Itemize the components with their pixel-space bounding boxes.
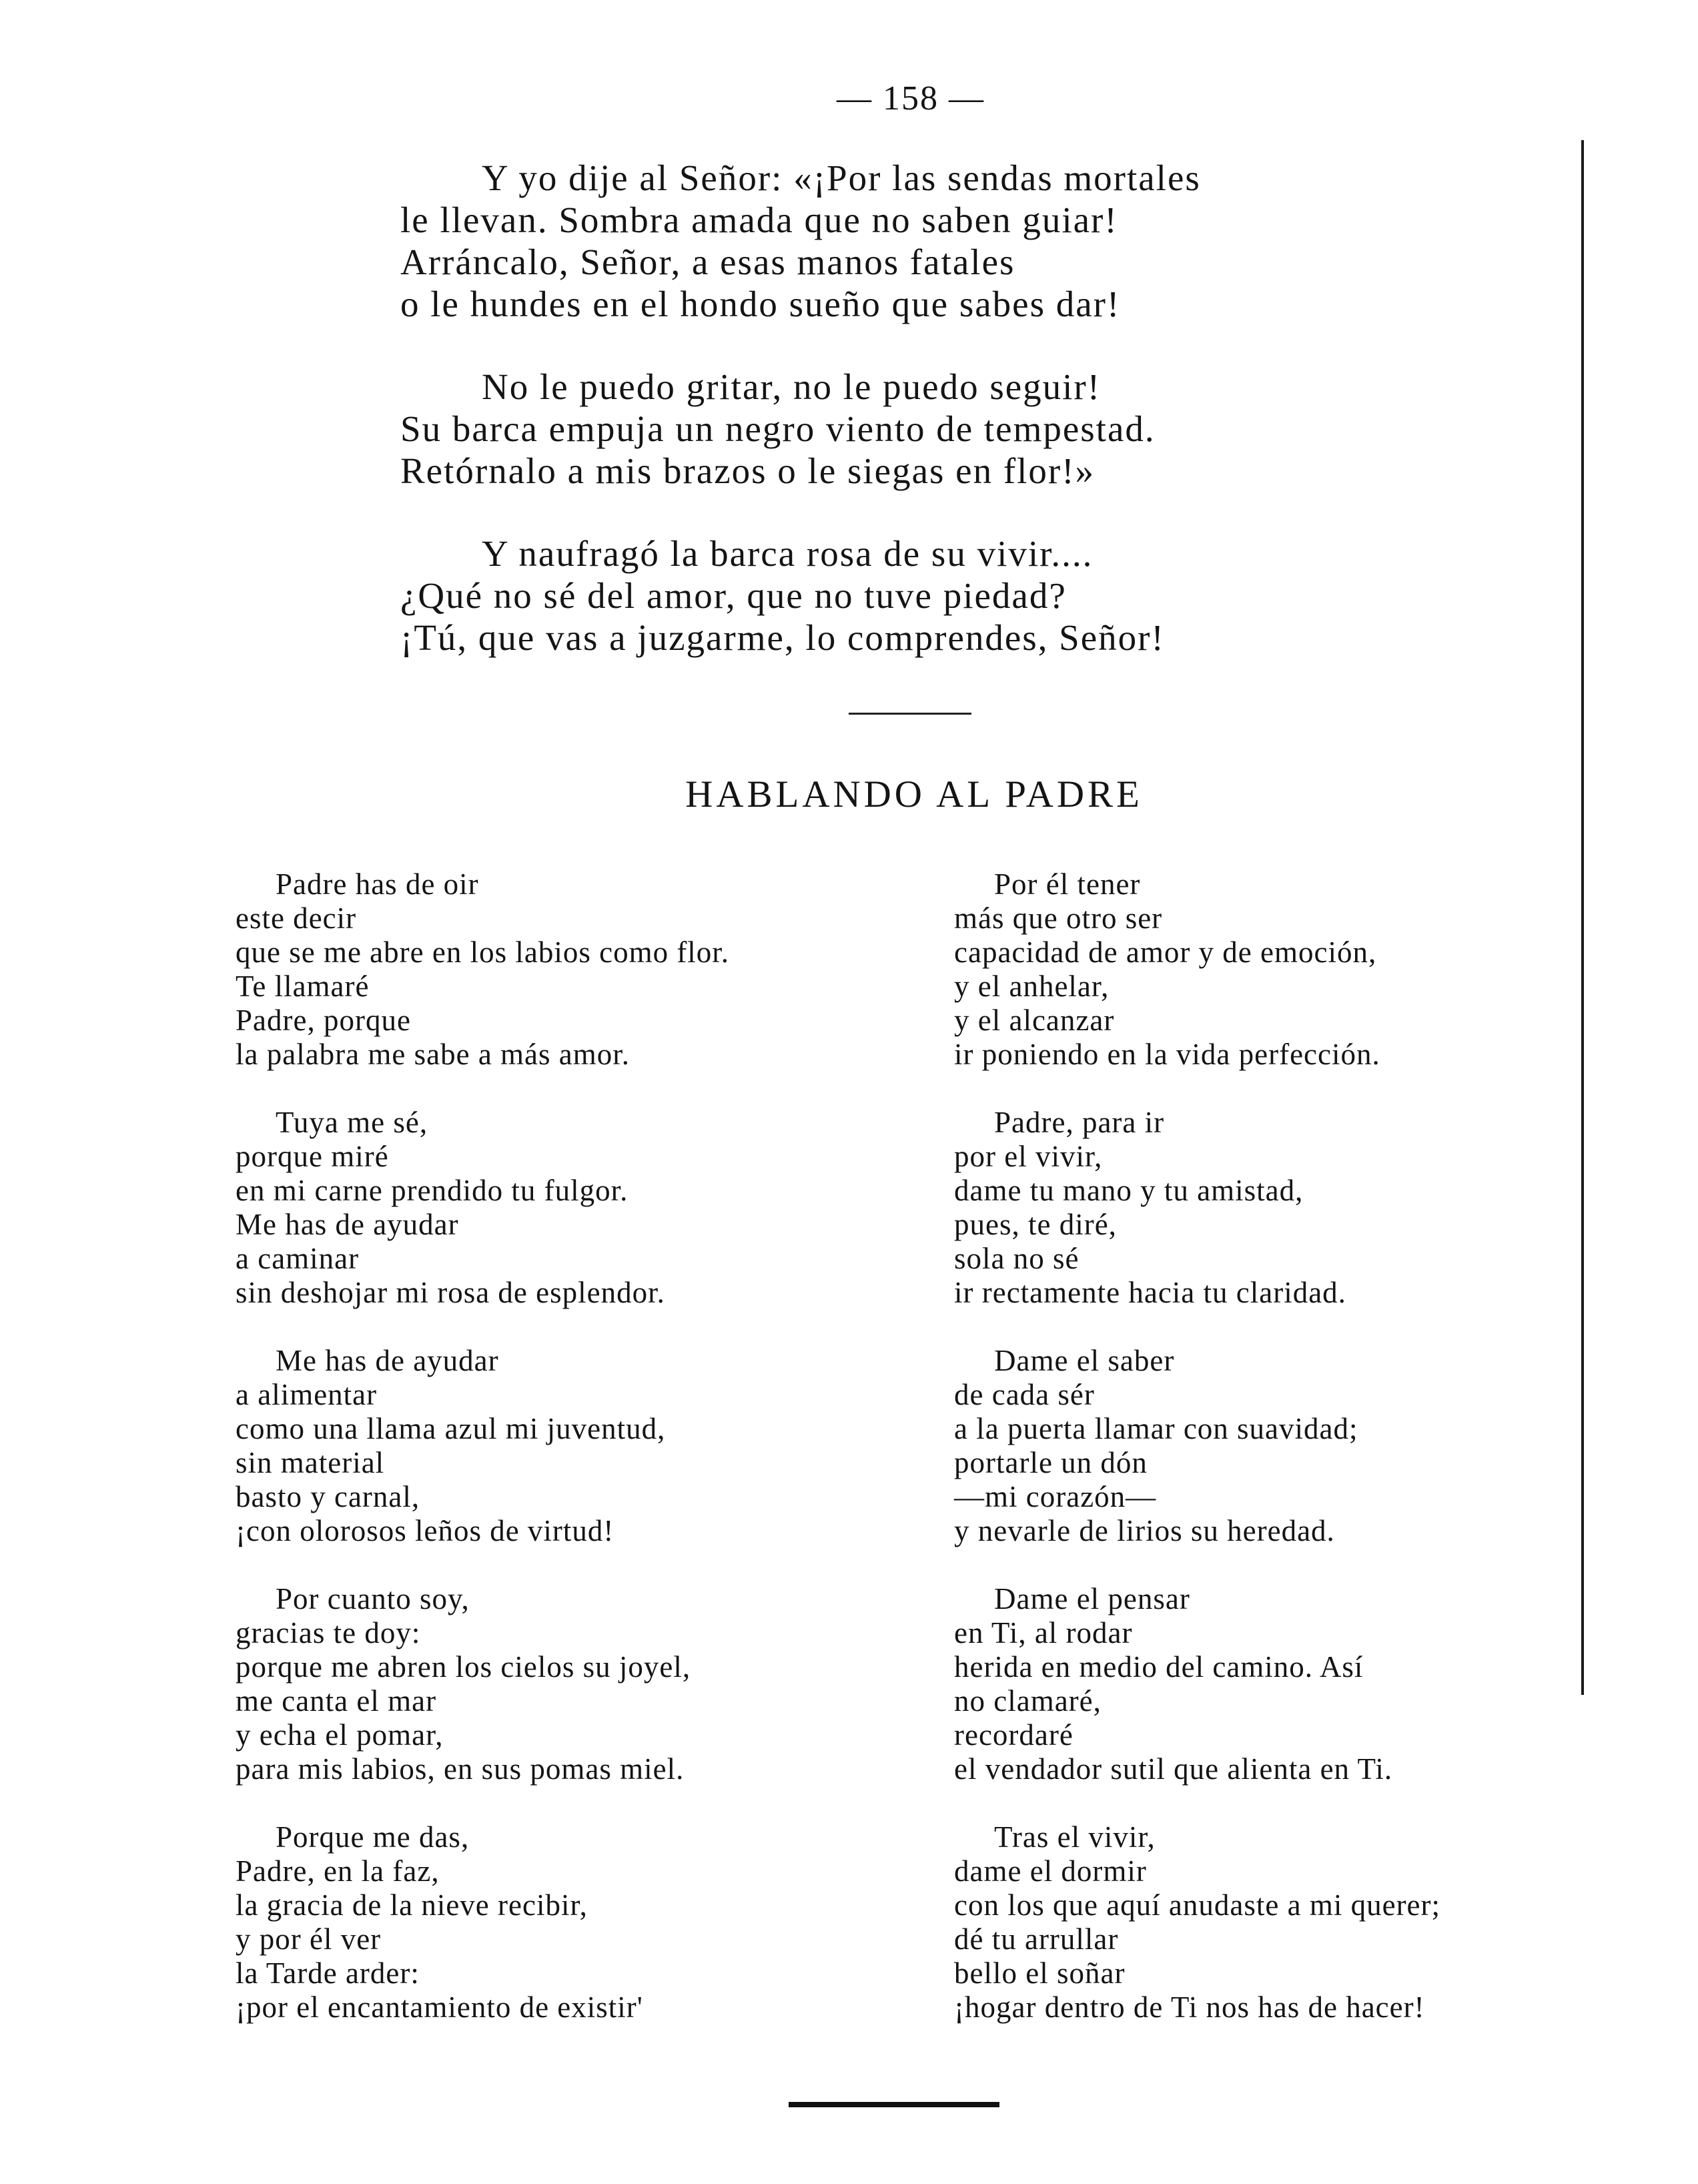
verse-line: Por cuanto soy, bbox=[276, 1582, 470, 1615]
verse-line: me canta el mar bbox=[236, 1684, 437, 1718]
verse-line: la palabra me sabe a más amor. bbox=[236, 1038, 630, 1071]
verse-line: bello el soñar bbox=[954, 1956, 1126, 1990]
verse-line: para mis labios, en sus pomas miel. bbox=[236, 1752, 685, 1786]
margin-rule bbox=[1581, 140, 1584, 1695]
stanza bbox=[236, 1820, 923, 2025]
verse-line: Me has de ayudar bbox=[236, 1208, 459, 1241]
verse-line: a alimentar bbox=[236, 1378, 378, 1411]
verse-line: Dame el saber bbox=[994, 1344, 1175, 1377]
verse-line: dame el dormir bbox=[954, 1854, 1147, 1888]
verse-line: de cada sér bbox=[954, 1378, 1095, 1411]
verse-line: gracias te doy: bbox=[236, 1616, 421, 1650]
verse-line: o le hundes en el hondo sueño que sabes dar! bbox=[400, 284, 1121, 324]
verse-line: y el alcanzar bbox=[954, 1004, 1115, 1037]
stanza bbox=[236, 867, 923, 1072]
verse-line: Arráncalo, Señor, a esas manos fatales bbox=[400, 242, 1015, 282]
stanza bbox=[400, 366, 1561, 492]
verse-line: Y naufragó la barca rosa de su vivir.... bbox=[482, 533, 1094, 574]
verse-line: el vendador sutil que alienta en Ti. bbox=[954, 1752, 1393, 1786]
verse-line: Padre has de oir bbox=[276, 867, 479, 901]
verse-line: ¡con olorosos leños de virtud! bbox=[236, 1514, 614, 1547]
verse-line: Por él tener bbox=[994, 867, 1141, 901]
verse-line: y por él ver bbox=[236, 1922, 382, 1956]
verse-line: ir rectamente hacia tu claridad. bbox=[954, 1276, 1346, 1309]
stanza bbox=[236, 1582, 923, 1786]
verse-line: Porque me das, bbox=[276, 1820, 470, 1854]
verse-line: herida en medio del camino. Así bbox=[954, 1650, 1364, 1684]
verse-line: dame tu mano y tu amistad, bbox=[954, 1174, 1304, 1207]
verse-line: Y yo dije al Señor: «¡Por las sendas mortales bbox=[482, 157, 1201, 198]
verse-line: la gracia de la nieve recibir, bbox=[236, 1888, 588, 1922]
verse-line: ¡por el encantamiento de existir' bbox=[236, 1990, 643, 2024]
verse-line: porque me abren los cielos su joyel, bbox=[236, 1650, 691, 1684]
verse-line: dé tu arrullar bbox=[954, 1922, 1119, 1956]
verse-line: más que otro ser bbox=[954, 901, 1163, 935]
verse-line: Tuya me sé, bbox=[276, 1106, 428, 1139]
verse-line: Padre, para ir bbox=[994, 1106, 1165, 1139]
verse-line: por el vivir, bbox=[954, 1140, 1103, 1173]
poem-left-column bbox=[236, 867, 923, 2025]
verse-line: ¿Qué no sé del amor, que no tuve piedad? bbox=[400, 575, 1067, 616]
verse-line: Padre, en la faz, bbox=[236, 1854, 440, 1888]
section-divider bbox=[849, 713, 971, 715]
verse-line: y nevarle de lirios su heredad. bbox=[954, 1514, 1335, 1547]
stanza bbox=[400, 157, 1561, 325]
poem-title: HABLANDO AL PADRE bbox=[685, 773, 1143, 815]
verse-line: le llevan. Sombra amada que no saben guiar! bbox=[400, 200, 1118, 240]
stanza bbox=[236, 1106, 923, 1310]
verse-line: pues, te diré, bbox=[954, 1208, 1117, 1241]
verse-line: no clamaré, bbox=[954, 1684, 1102, 1718]
verse-line: Su barca empuja un negro viento de tempestad. bbox=[400, 408, 1156, 449]
verse-line: la Tarde arder: bbox=[236, 1956, 420, 1990]
verse-line: No le puedo gritar, no le puedo seguir! bbox=[482, 366, 1102, 407]
verse-line: como una llama azul mi juventud, bbox=[236, 1412, 666, 1445]
verse-line: con los que aquí anudaste a mi querer; bbox=[954, 1888, 1441, 1922]
stanza bbox=[954, 1106, 1581, 1310]
verse-line: a la puerta llamar con suavidad; bbox=[954, 1412, 1358, 1445]
stanza bbox=[954, 867, 1581, 1072]
poem-right-column bbox=[954, 867, 1581, 2025]
verse-line: —mi corazón— bbox=[954, 1480, 1157, 1513]
verse-line: sin material bbox=[236, 1446, 385, 1479]
verse-line: porque miré bbox=[236, 1140, 389, 1173]
verse-line: ¡hogar dentro de Ti nos has de hacer! bbox=[954, 1990, 1425, 2024]
verse-line: capacidad de amor y de emoción, bbox=[954, 936, 1377, 969]
verse-line: en Ti, al rodar bbox=[954, 1616, 1133, 1650]
verse-line: basto y carnal, bbox=[236, 1480, 420, 1513]
verse-line: Dame el pensar bbox=[994, 1582, 1190, 1615]
verse-line: a caminar bbox=[236, 1242, 360, 1275]
verse-line: sin deshojar mi rosa de esplendor. bbox=[236, 1276, 665, 1309]
stanza bbox=[954, 1582, 1581, 1786]
verse-line: sola no sé bbox=[954, 1242, 1080, 1275]
stanza bbox=[236, 1344, 923, 1548]
verse-line: que se me abre en los labios como flor. bbox=[236, 936, 730, 969]
verse-line: y el anhelar, bbox=[954, 970, 1110, 1003]
verse-line: portarle un dón bbox=[954, 1446, 1148, 1479]
verse-line: este decir bbox=[236, 901, 357, 935]
verse-line: ir poniendo en la vida perfección. bbox=[954, 1038, 1380, 1071]
stanza bbox=[954, 1820, 1581, 2025]
stanza bbox=[400, 532, 1561, 659]
previous-poem-ending bbox=[400, 157, 1561, 659]
verse-line: Padre, porque bbox=[236, 1004, 411, 1037]
verse-line: Tras el vivir, bbox=[994, 1820, 1156, 1854]
verse-line: en mi carne prendido tu fulgor. bbox=[236, 1174, 628, 1207]
end-divider bbox=[789, 2102, 999, 2107]
verse-line: Te llamaré bbox=[236, 970, 370, 1003]
verse-line: y echa el pomar, bbox=[236, 1718, 444, 1752]
stanza bbox=[954, 1344, 1581, 1548]
verse-line: Retórnalo a mis brazos o le siegas en flor!» bbox=[400, 450, 1096, 491]
verse-line: Me has de ayudar bbox=[276, 1344, 499, 1377]
verse-line: recordaré bbox=[954, 1718, 1074, 1752]
page-number: — 158 — bbox=[837, 79, 985, 117]
verse-line: ¡Tú, que vas a juzgarme, lo comprendes, Señor! bbox=[400, 617, 1165, 658]
